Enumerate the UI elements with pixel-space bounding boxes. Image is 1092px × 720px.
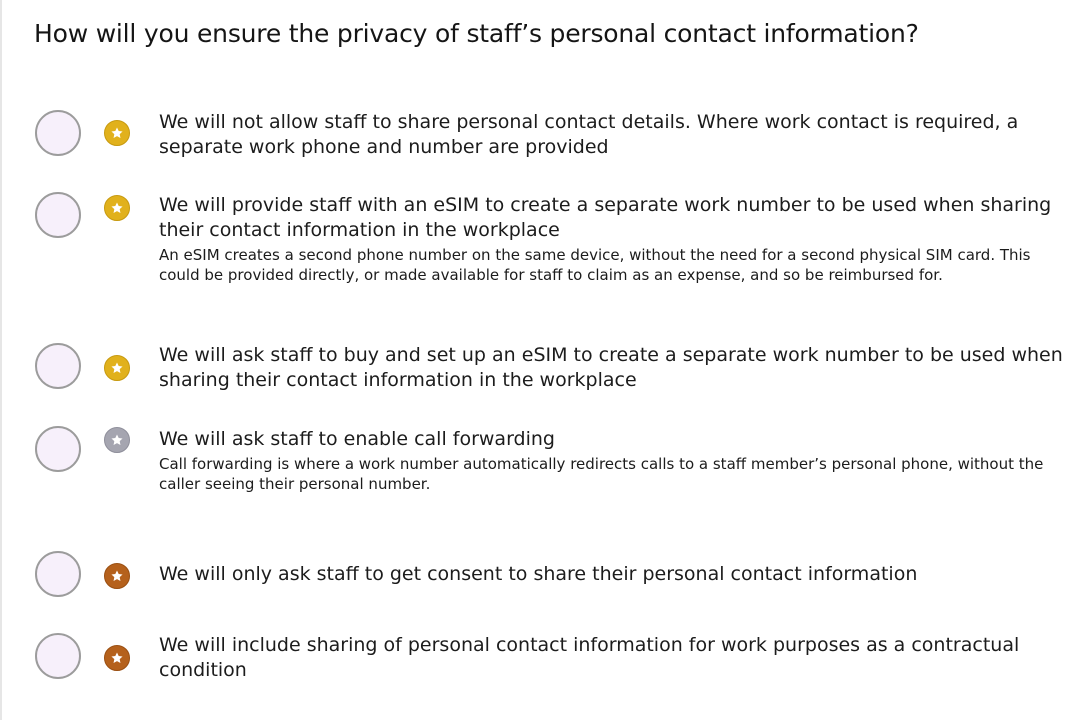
option-description: An eSIM creates a second phone number on the same device, without the need for a second physical SIM card. This could be provided directly, or made available for staff to claim as an expense, and so be reimbursed for. [159, 246, 1031, 284]
radio-button-2[interactable] [35, 192, 81, 238]
star-badge-silver-icon [104, 427, 130, 453]
option-label: We will ask staff to buy and set up an eSIM to create a separate work number to be used when sharing their contact information in the workplace [159, 344, 1063, 391]
option-label: We will only ask staff to get consent to share their personal contact information [159, 563, 918, 585]
star-badge-gold-icon [104, 195, 130, 221]
option-description: Call forwarding is where a work number automatically redirects calls to a staff member’s personal phone, without the caller seeing their personal number. [159, 455, 1044, 493]
star-badge-bronze-icon [104, 645, 130, 671]
star-badge-gold-icon [104, 120, 130, 146]
question-title: How will you ensure the privacy of staff’s personal contact information? [34, 19, 919, 48]
radio-button-1[interactable] [35, 110, 81, 156]
page-left-border [0, 0, 2, 720]
option-label: We will not allow staff to share personal contact details. Where work contact is required, a separate work phone and number are provided [159, 111, 1019, 158]
option-label: We will include sharing of personal contact information for work purposes as a contractual condition [159, 634, 1020, 681]
radio-button-6[interactable] [35, 633, 81, 679]
radio-button-4[interactable] [35, 426, 81, 472]
option-label: We will provide staff with an eSIM to create a separate work number to be used when sharing their contact information in the workplace [159, 194, 1052, 241]
radio-button-3[interactable] [35, 343, 81, 389]
option-label: We will ask staff to enable call forwarding [159, 428, 555, 450]
radio-button-5[interactable] [35, 551, 81, 597]
star-badge-gold-icon [104, 355, 130, 381]
star-badge-bronze-icon [104, 563, 130, 589]
